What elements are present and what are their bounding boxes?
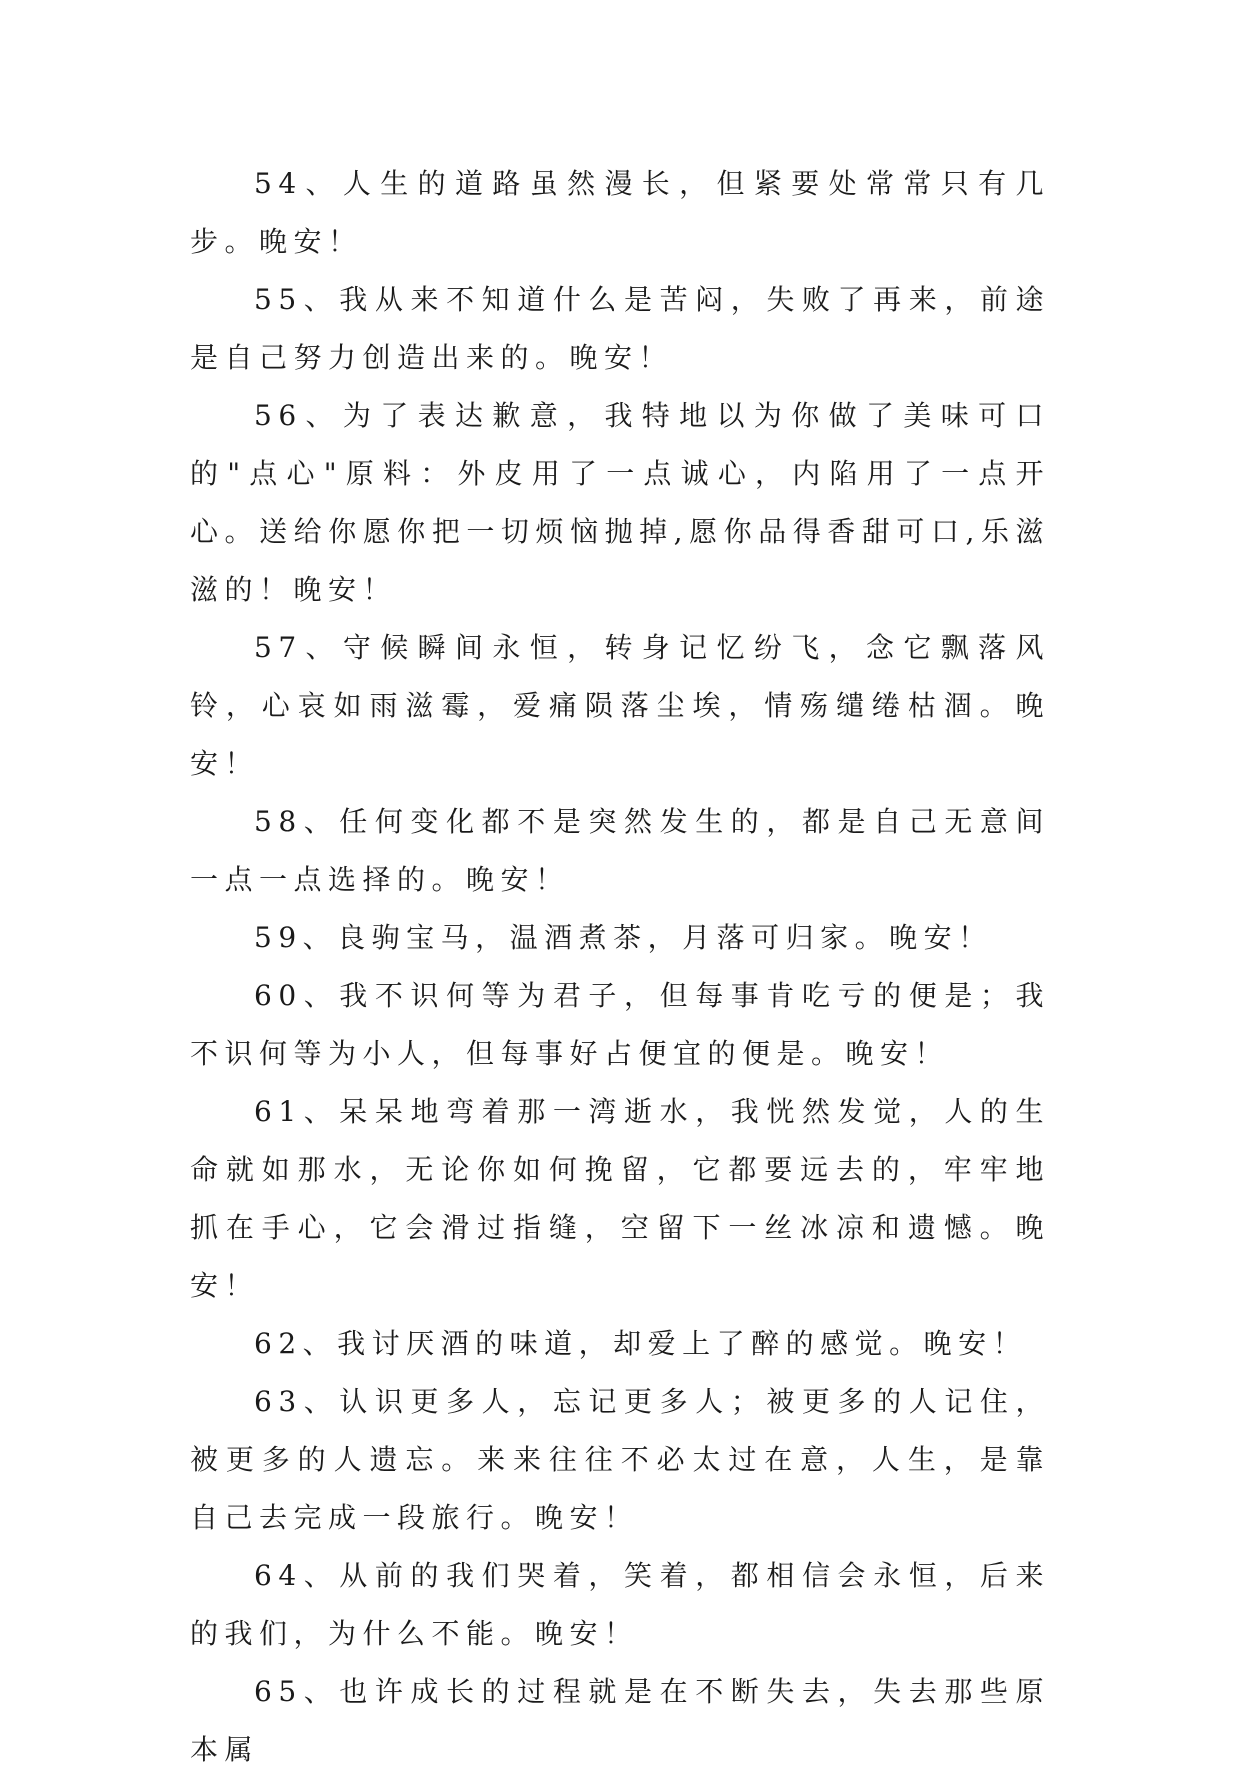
paragraph-57: 57、守候瞬间永恒，转身记忆纷飞，念它飘落风铃，心哀如雨滋霉，爱痛陨落尘埃，情殇缱绻枯涸。晚安！ [190,631,1050,780]
paragraph-61: 61、呆呆地弯着那一湾逝水，我恍然发觉，人的生命就如那水，无论你如何挽留，它都要远去的，牢牢地抓在手心，它会滑过指缝，空留下一丝冰凉和遗憾。晚安！ [190,1095,1050,1302]
paragraph-63: 63、认识更多人，忘记更多人；被更多的人记住，被更多的人遗忘。来来往往不必太过在意，人生，是靠自己去完成一段旅行。晚安！ [190,1385,1050,1534]
paragraph-65: 65、也许成长的过程就是在不断失去，失去那些原本属 [190,1675,1050,1766]
paragraph-59: 59、良驹宝马，温酒煮茶，月落可归家。晚安！ [254,921,993,954]
paragraph-56: 56、为了表达歉意，我特地以为你做了美味可口的"点心"原料：外皮用了一点诚心，内陷用了一点开心。送给你愿你把一切烦恼抛掉,愿你品得香甜可口,乐滋滋的！晚安！ [190,399,1050,606]
paragraph-64: 64、从前的我们哭着，笑着，都相信会永恒，后来的我们，为什么不能。晚安！ [190,1559,1050,1650]
paragraph-54: 54、人生的道路虽然漫长，但紧要处常常只有几步。晚安！ [190,167,1050,258]
paragraph-55: 55、我从来不知道什么是苦闷，失败了再来，前途是自己努力创造出来的。晚安！ [190,283,1050,374]
paragraph-62: 62、我讨厌酒的味道，却爱上了醉的感觉。晚安！ [254,1327,1028,1360]
paragraph-60: 60、我不识何等为君子，但每事肯吃亏的便是；我不识何等为小人，但每事好占便宜的便是。晚安！ [190,979,1050,1070]
document-body [190,155,1050,1779]
paragraph-58: 58、任何变化都不是突然发生的，都是自己无意间一点一点选择的。晚安！ [190,805,1050,896]
